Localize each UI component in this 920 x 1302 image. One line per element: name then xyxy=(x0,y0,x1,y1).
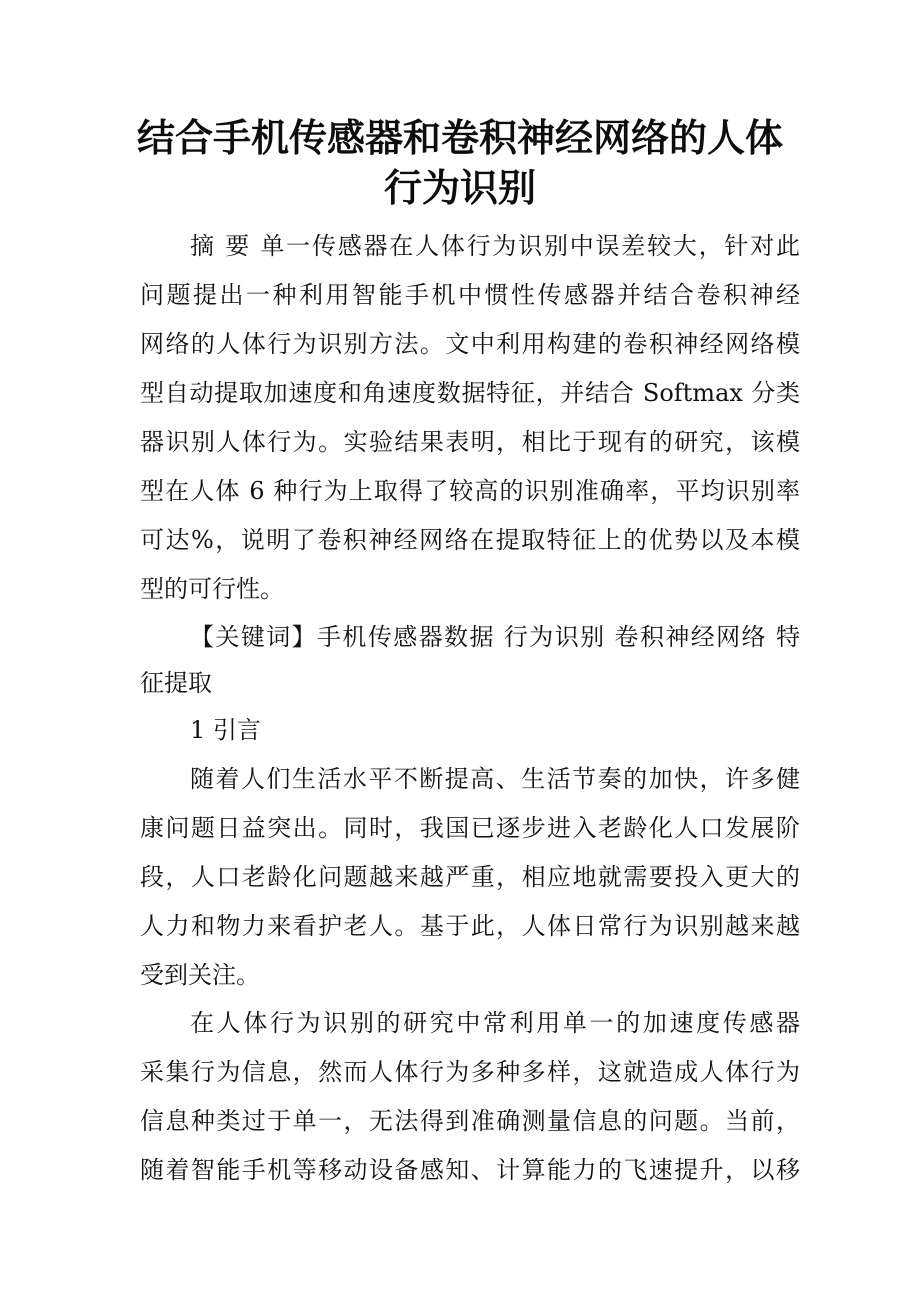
document-title-line-2: 行为识别 xyxy=(383,166,536,210)
abstract-line: 器识别人体行为。实验结果表明，相比于现有的研究，该模 xyxy=(140,428,800,456)
paragraph-line: 采集行为信息，然而人体行为多种多样，这就造成人体行为 xyxy=(140,1058,800,1086)
abstract-line: 型在人体 6 种行为上取得了较高的识别准确率，平均识别率 xyxy=(140,477,800,505)
paragraph-line: 受到关注。 xyxy=(140,961,260,989)
abstract-line: 型的可行性。 xyxy=(140,575,284,603)
keywords-line: 【关键词】手机传感器数据 行为识别 卷积神经网络 特 xyxy=(190,623,800,651)
paragraph-line: 随着人们生活水平不断提高、生活节奏的加快，许多健 xyxy=(190,765,800,793)
document-title-line-1: 结合手机传感器和卷积神经网络的人体 xyxy=(136,116,783,160)
paragraph-line: 康问题日益突出。同时，我国已逐步进入老龄化人口发展阶 xyxy=(140,814,800,842)
paragraph-line: 在人体行为识别的研究中常利用单一的加速度传感器 xyxy=(190,1009,800,1037)
abstract-line: 网络的人体行为识别方法。文中利用构建的卷积神经网络模 xyxy=(140,330,800,358)
keywords-line: 征提取 xyxy=(140,669,212,697)
paragraph-line: 信息种类过于单一，无法得到准确测量信息的问题。当前， xyxy=(140,1107,800,1135)
paragraph-line: 人力和物力来看护老人。基于此，人体日常行为识别越来越 xyxy=(140,912,800,940)
abstract-line: 型自动提取加速度和角速度数据特征，并结合 Softmax 分类 xyxy=(140,379,800,407)
paragraph-line: 随着智能手机等移动设备感知、计算能力的飞速提升，以移 xyxy=(140,1156,800,1184)
section-heading: 1 引言 xyxy=(190,716,261,744)
abstract-line: 摘 要 单一传感器在人体行为识别中误差较大，针对此 xyxy=(190,232,800,260)
abstract-line: 可达%，说明了卷积神经网络在提取特征上的优势以及本模 xyxy=(140,526,800,554)
paragraph-line: 段，人口老龄化问题越来越严重，相应地就需要投入更大的 xyxy=(140,863,800,891)
abstract-line: 问题提出一种利用智能手机中惯性传感器并结合卷积神经 xyxy=(140,281,800,309)
